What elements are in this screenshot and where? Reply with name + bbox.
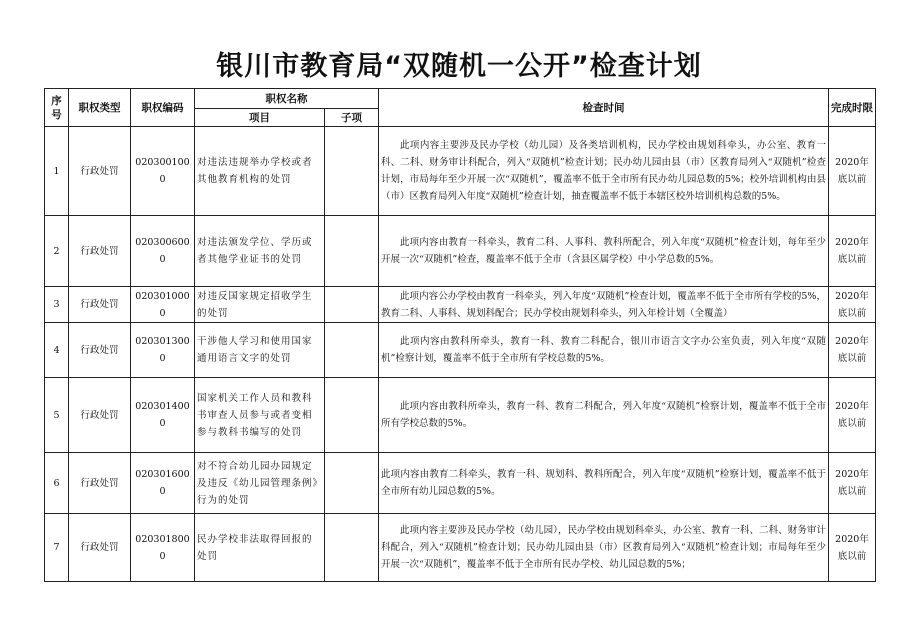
- row-seq: 7: [45, 514, 69, 582]
- row-code: 0203018000: [131, 514, 195, 582]
- row-check-time: 此项内容主要涉及民办学校（幼儿园），民办学校由规划科牵头，办公室、教育一科、二科、财务审计科配合，列入“双随机”检查计划；民办幼儿园由县（市）区教育局列入“双随机”检查计划；市局每年至少开展一次“双随机”，覆盖率不低于全市所有民办学校、幼儿园总数的5%；: [379, 514, 829, 582]
- plan-table: [44, 88, 876, 582]
- header-type: 职权类型: [69, 89, 131, 127]
- header-seq: 序号: [45, 89, 69, 127]
- row-code: 0203006000: [131, 216, 195, 287]
- row-code: 0203010000: [131, 287, 195, 323]
- table-row: [45, 453, 876, 514]
- row-deadline: 2020年底以前: [829, 287, 876, 323]
- row-type: 行政处罚: [69, 287, 131, 323]
- row-item: 对违法违规举办学校或者其他教育机构的处罚: [195, 127, 325, 216]
- table-row: [45, 216, 876, 287]
- row-subitem: [325, 453, 379, 514]
- row-item: 对不符合幼儿园办园规定及违反《幼儿园管理条例》行为的处罚: [195, 453, 325, 514]
- row-subitem: [325, 127, 379, 216]
- table-row: [45, 323, 876, 378]
- row-deadline: 2020年底以前: [829, 514, 876, 582]
- table-header: [45, 89, 876, 127]
- row-check-time: 此项内容由教育二科牵头，教育一科、规划科、教科所配合，列入年度“双随机”检察计划，覆盖率不低于全市所有幼儿园总数的5%。: [379, 453, 829, 514]
- row-type: 行政处罚: [69, 378, 131, 453]
- row-type: 行政处罚: [69, 216, 131, 287]
- table-row: [45, 127, 876, 216]
- row-seq: 4: [45, 323, 69, 378]
- row-type: 行政处罚: [69, 323, 131, 378]
- header-name: 职权名称: [195, 89, 379, 109]
- row-code: 0203014000: [131, 378, 195, 453]
- row-type: 行政处罚: [69, 514, 131, 582]
- row-seq: 1: [45, 127, 69, 216]
- row-subitem: [325, 287, 379, 323]
- header-deadline: 完成时限: [829, 89, 876, 127]
- row-item: 民办学校非法取得回报的处罚: [195, 514, 325, 582]
- row-deadline: 2020年底以前: [829, 323, 876, 378]
- row-check-time: 此项内容由教科所牵头，教育一科、教育二科配合，银川市语言文字办公室负责，列入年度“双随机”检察计划，覆盖率不低于全市所有学校总数的5%。: [379, 323, 829, 378]
- page-title: 银川市教育局“双随机一公开”检查计划: [216, 51, 702, 82]
- row-item: 干涉他人学习和使用国家通用语言文字的处罚: [195, 323, 325, 378]
- table-row: [45, 378, 876, 453]
- row-subitem: [325, 323, 379, 378]
- row-code: 0203001000: [131, 127, 195, 216]
- table-row: [45, 514, 876, 582]
- row-check-time: 此项内容由教育一科牵头，教育二科、人事科、教科所配合，列入年度“双随机”检查计划，每年至少开展一次“双随机”检查，覆盖率不低于全市（含县区属学校）中小学总数的5%。: [379, 216, 829, 287]
- row-seq: 2: [45, 216, 69, 287]
- row-seq: 3: [45, 287, 69, 323]
- row-subitem: [325, 378, 379, 453]
- row-deadline: 2020年底以前: [829, 453, 876, 514]
- row-seq: 6: [45, 453, 69, 514]
- row-subitem: [325, 216, 379, 287]
- row-check-time: 此项内容由教科所牵头，教育一科、教育二科配合，列入年度“双随机”检察计划，覆盖率不低于全市所有学校总数的5%。: [379, 378, 829, 453]
- row-deadline: 2020年底以前: [829, 216, 876, 287]
- row-type: 行政处罚: [69, 127, 131, 216]
- row-code: 0203016000: [131, 453, 195, 514]
- row-item: 对违法颁发学位、学历或者其他学业证书的处罚: [195, 216, 325, 287]
- row-code: 0203013000: [131, 323, 195, 378]
- row-subitem: [325, 514, 379, 582]
- header-code: 职权编码: [131, 89, 195, 127]
- header-subitem: 子项: [325, 109, 379, 127]
- row-item: 国家机关工作人员和教科书审查人员参与或者变相参与教科书编写的处罚: [195, 378, 325, 453]
- header-check-time: 检查时间: [379, 89, 829, 127]
- row-deadline: 2020年底以前: [829, 378, 876, 453]
- row-seq: 5: [45, 378, 69, 453]
- table-row: [45, 287, 876, 323]
- row-check-time: 此项内容主要涉及民办学校（幼儿园）及各类培训机构，民办学校由规划科牵头，办公室、教育一科、二科、财务审计科配合，列入“双随机”检查计划；民办幼儿园由县（市）区教育局列入“双随机”检查计划，市局每年至少开展一次“双随机”，覆盖率不低于全市所有民办幼儿园总数的5%；校外培训机构由县（市）区教育局列入年度“双随机”检查计划，抽查覆盖率不低于本辖区校外培训机构总数的5%。: [379, 127, 829, 216]
- row-item: 对违反国家规定招收学生的处罚: [195, 287, 325, 323]
- row-deadline: 2020年底以前: [829, 127, 876, 216]
- row-check-time: 此项内容公办学校由教育一科牵头，列入年度“双随机”检查计划，覆盖率不低于全市所有学校的5%，教育二科、人事科、规划科配合；民办学校由规划科牵头，列入年检计划（全覆盖）: [379, 287, 829, 323]
- row-type: 行政处罚: [69, 453, 131, 514]
- header-item: 项目: [195, 109, 325, 127]
